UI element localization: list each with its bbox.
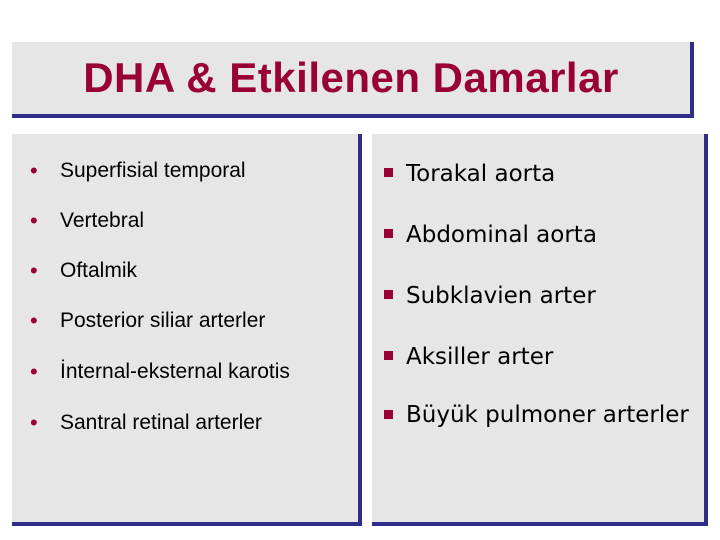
list-item xyxy=(378,266,698,327)
list-item xyxy=(378,327,698,388)
list-item-label: Abdominal aorta xyxy=(406,222,597,248)
list-item xyxy=(20,296,350,346)
list-item xyxy=(20,398,350,448)
list-item xyxy=(378,144,698,205)
round-bullet-icon: • xyxy=(30,359,38,384)
list-item-label: Büyük pulmoner arterler xyxy=(406,402,689,428)
list-item xyxy=(378,388,698,442)
title-box xyxy=(12,42,694,118)
right-list xyxy=(378,144,698,442)
round-bullet-icon: • xyxy=(30,258,38,283)
square-bullet-icon xyxy=(384,168,393,177)
list-item-label: Superfisial temporal xyxy=(60,159,246,182)
square-bullet-icon xyxy=(384,410,393,419)
list-item xyxy=(20,146,350,196)
round-bullet-icon: • xyxy=(30,208,38,233)
list-item-label: Torakal aorta xyxy=(406,161,556,187)
left-panel xyxy=(12,134,362,526)
square-bullet-icon xyxy=(384,229,393,238)
list-item-label: Oftalmik xyxy=(60,259,138,282)
list-item xyxy=(378,205,698,266)
square-bullet-icon xyxy=(384,290,393,299)
round-bullet-icon: • xyxy=(30,410,38,435)
right-panel xyxy=(372,134,708,526)
list-item xyxy=(20,246,350,296)
slide-title: DHA & Etkilenen Damarlar xyxy=(83,54,619,101)
list-item xyxy=(20,346,350,398)
list-item-label: Vertebral xyxy=(60,209,145,232)
list-item-label: Aksiller arter xyxy=(406,344,554,370)
left-list xyxy=(20,146,350,448)
round-bullet-icon: • xyxy=(30,308,38,333)
list-item-label: Posterior siliar arterler xyxy=(60,309,266,332)
list-item-label: Santral retinal arterler xyxy=(60,411,262,434)
list-item-label: İnternal-eksternal karotis xyxy=(60,360,290,383)
list-item-label: Subklavien arter xyxy=(406,283,596,309)
round-bullet-icon: • xyxy=(30,158,38,183)
square-bullet-icon xyxy=(384,351,393,360)
list-item xyxy=(20,196,350,246)
